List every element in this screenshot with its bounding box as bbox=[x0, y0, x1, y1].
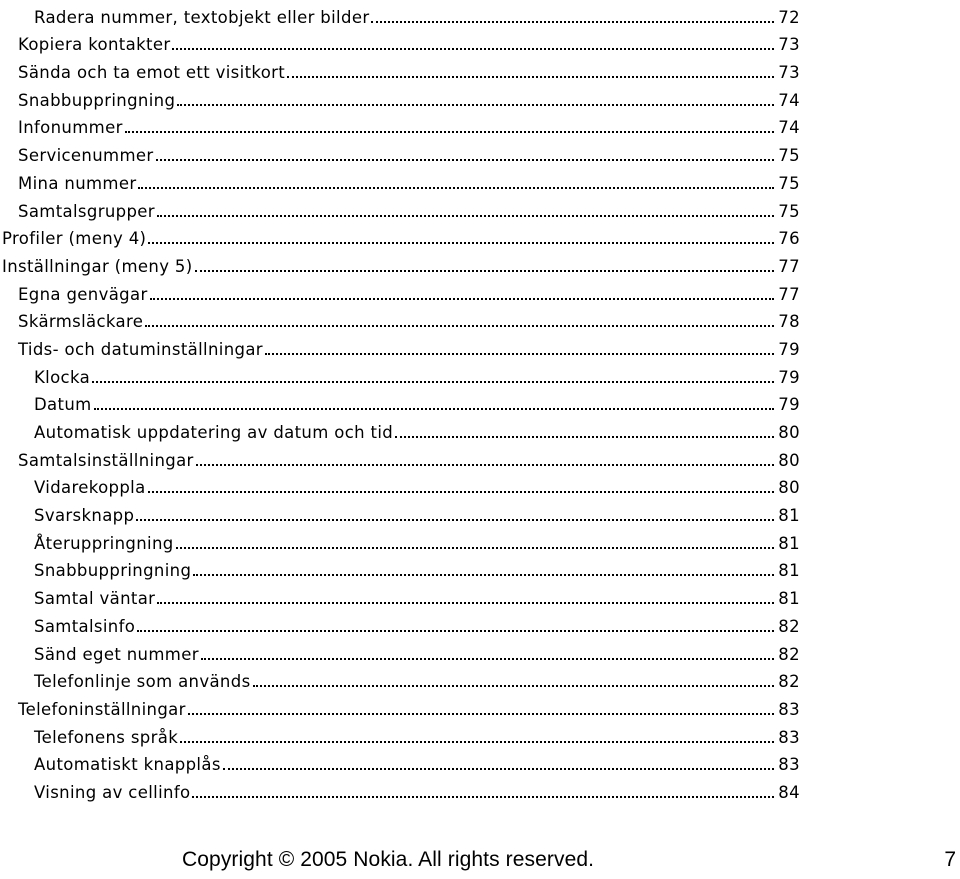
toc-entry-title: Snabbuppringning bbox=[34, 561, 192, 581]
toc-entry[interactable] bbox=[0, 166, 800, 194]
toc-entry-page-number: 78 bbox=[778, 312, 800, 332]
dot-leader bbox=[265, 353, 774, 355]
toc-entry-title: Samtalsinfo bbox=[34, 616, 136, 636]
dot-leader bbox=[193, 574, 774, 576]
dot-leader bbox=[180, 741, 774, 743]
toc-entry[interactable] bbox=[0, 111, 800, 139]
dot-leader bbox=[192, 796, 774, 798]
dot-leader bbox=[136, 519, 774, 521]
toc-entry-page-number: 84 bbox=[778, 782, 800, 802]
dot-leader bbox=[253, 685, 774, 687]
toc-entry[interactable] bbox=[0, 443, 800, 471]
toc-entry-title: Mina nummer bbox=[18, 173, 137, 193]
toc-entry-title: Klocka bbox=[34, 367, 91, 387]
dot-leader bbox=[148, 242, 774, 244]
toc-entry-title: Snabbuppringning bbox=[18, 90, 176, 110]
dot-leader bbox=[172, 48, 774, 50]
toc-entry-title: Kopiera kontakter bbox=[18, 35, 171, 55]
toc-entry[interactable] bbox=[0, 277, 800, 305]
toc-entry[interactable] bbox=[0, 748, 800, 776]
toc-entry-page-number: 75 bbox=[778, 173, 800, 193]
dot-leader bbox=[150, 298, 774, 300]
dot-leader bbox=[223, 768, 774, 770]
toc-entry[interactable] bbox=[0, 305, 800, 333]
dot-leader bbox=[201, 658, 774, 660]
dot-leader bbox=[125, 131, 774, 133]
toc-entry-title: Egna genvägar bbox=[18, 284, 148, 304]
toc-entry-page-number: 80 bbox=[778, 423, 800, 442]
toc-entry[interactable] bbox=[0, 498, 800, 526]
toc-entry-page-number: 83 bbox=[778, 699, 800, 719]
toc-entry-title: Telefonlinje som används bbox=[34, 672, 251, 692]
toc-entry[interactable] bbox=[0, 526, 800, 554]
toc-entry[interactable] bbox=[0, 0, 800, 28]
page-number: 7 bbox=[944, 848, 956, 871]
toc-entry[interactable] bbox=[0, 637, 800, 665]
toc-entry-page-number: 82 bbox=[778, 644, 800, 664]
dot-leader bbox=[196, 464, 774, 466]
toc-entry-page-number: 82 bbox=[778, 672, 800, 692]
toc-entry-title: Inställningar (meny 5) bbox=[2, 256, 193, 276]
toc-entry-title: Infonummer bbox=[18, 118, 123, 138]
dot-leader bbox=[371, 21, 774, 23]
toc-entry[interactable] bbox=[0, 138, 800, 166]
page-footer bbox=[0, 848, 960, 876]
dot-leader bbox=[395, 436, 774, 438]
toc-entry-page-number: 81 bbox=[778, 506, 800, 526]
toc-entry-title: Telefoninställningar bbox=[18, 699, 186, 719]
toc-entry-title: Tids- och datuminställningar bbox=[18, 339, 263, 359]
toc-entry-title: Automatisk uppdatering av datum och tid bbox=[34, 423, 394, 442]
toc-entry-page-number: 73 bbox=[778, 35, 800, 55]
toc-entry-page-number: 82 bbox=[778, 616, 800, 636]
dot-leader bbox=[137, 630, 774, 632]
toc-entry[interactable] bbox=[0, 388, 800, 416]
toc-entry-page-number: 81 bbox=[778, 589, 800, 609]
toc-entry-page-number: 74 bbox=[778, 118, 800, 138]
dot-leader bbox=[195, 270, 774, 272]
toc-entry-title: Återuppringning bbox=[34, 533, 174, 553]
toc-entry[interactable] bbox=[0, 720, 800, 748]
toc-entry[interactable] bbox=[0, 222, 800, 250]
toc-entry[interactable] bbox=[0, 692, 800, 720]
toc-entry-page-number: 74 bbox=[778, 90, 800, 110]
dot-leader bbox=[148, 491, 774, 493]
toc-entry[interactable] bbox=[0, 194, 800, 222]
toc-entry[interactable] bbox=[0, 581, 800, 609]
toc-entry-title: Visning av cellinfo bbox=[34, 782, 191, 802]
toc-entry[interactable] bbox=[0, 471, 800, 499]
toc-entry-page-number: 76 bbox=[778, 229, 800, 249]
dot-leader bbox=[176, 547, 774, 549]
dot-leader bbox=[157, 602, 774, 604]
toc-entry[interactable] bbox=[0, 609, 800, 637]
toc-entry-page-number: 75 bbox=[778, 146, 800, 166]
toc-entry-page-number: 77 bbox=[778, 256, 800, 276]
toc-entry[interactable] bbox=[0, 332, 800, 360]
toc-entry[interactable] bbox=[0, 665, 800, 693]
toc-entry-page-number: 81 bbox=[778, 533, 800, 553]
dot-leader bbox=[145, 325, 774, 327]
toc-entry[interactable] bbox=[0, 360, 800, 388]
dot-leader bbox=[287, 76, 774, 78]
toc-entry-page-number: 75 bbox=[778, 201, 800, 221]
toc-entry-page-number: 80 bbox=[778, 450, 800, 470]
toc-entry-title: Telefonens språk bbox=[34, 727, 179, 747]
toc-entry-title: Samtal väntar bbox=[34, 589, 156, 609]
toc-entry[interactable] bbox=[0, 249, 800, 277]
toc-entry[interactable] bbox=[0, 28, 800, 56]
toc-entry-page-number: 79 bbox=[778, 395, 800, 415]
toc-entry-title: Samtalsgrupper bbox=[18, 201, 155, 221]
dot-leader bbox=[138, 187, 774, 189]
toc-entry-page-number: 77 bbox=[778, 284, 800, 304]
toc-entry-title: Skärmsläckare bbox=[18, 312, 144, 332]
toc-entry-page-number: 81 bbox=[778, 561, 800, 581]
toc-entry-title: Samtalsinställningar bbox=[18, 450, 194, 470]
copyright-notice: Copyright © 2005 Nokia. All rights reserved. bbox=[182, 848, 595, 871]
dot-leader bbox=[92, 381, 774, 383]
toc-entry[interactable] bbox=[0, 83, 800, 111]
toc-entry-page-number: 73 bbox=[778, 63, 800, 83]
dot-leader bbox=[156, 159, 774, 161]
toc-entry-title: Svarsknapp bbox=[34, 506, 135, 526]
toc-entry-title: Vidarekoppla bbox=[34, 478, 146, 498]
toc-entry-title: Datum bbox=[34, 395, 92, 415]
toc-entry-title: Radera nummer, textobjekt eller bilder bbox=[34, 7, 370, 27]
toc-entry-title: Profiler (meny 4) bbox=[2, 229, 147, 249]
toc-entry[interactable] bbox=[0, 55, 800, 83]
toc-entry-title: Sända och ta emot ett visitkort bbox=[18, 63, 286, 83]
dot-leader bbox=[157, 215, 774, 217]
toc-entry-page-number: 72 bbox=[778, 7, 800, 27]
dot-leader bbox=[177, 104, 774, 106]
dot-leader bbox=[188, 713, 774, 715]
toc-entry[interactable] bbox=[0, 554, 800, 582]
toc-entry-title: Servicenummer bbox=[18, 146, 154, 166]
toc-entry-page-number: 80 bbox=[778, 478, 800, 498]
toc-entry[interactable] bbox=[0, 415, 800, 443]
toc-entry-page-number: 83 bbox=[778, 727, 800, 747]
dot-leader bbox=[94, 408, 774, 410]
toc-entry-title: Sänd eget nummer bbox=[34, 644, 199, 664]
toc-entry-title: Automatiskt knapplås bbox=[34, 755, 221, 775]
toc-entry[interactable] bbox=[0, 775, 800, 803]
toc-entry-page-number: 83 bbox=[778, 755, 800, 775]
toc-entry-page-number: 79 bbox=[778, 367, 800, 387]
toc-entry-page-number: 79 bbox=[778, 339, 800, 359]
